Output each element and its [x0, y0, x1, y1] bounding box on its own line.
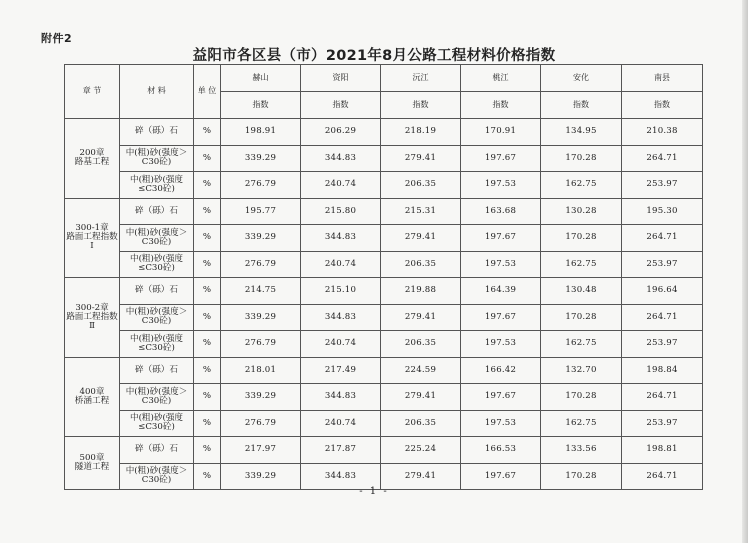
- index-value-cell: 198.84: [622, 357, 703, 384]
- index-value-cell: 339.29: [221, 225, 301, 252]
- header-index: 指数: [622, 92, 703, 119]
- table-row: [65, 384, 703, 411]
- index-value-cell: 206.35: [381, 331, 461, 358]
- index-value-cell: 133.56: [541, 437, 622, 464]
- index-value-cell: 215.31: [381, 198, 461, 225]
- unit-cell: %: [194, 410, 221, 437]
- table-row: [65, 225, 703, 252]
- document-title: 益阳市各区县（市）2021年8月公路工程材料价格指数: [192, 48, 556, 64]
- material-cell: 中(粗)砂(强度＞C30砼): [120, 145, 194, 172]
- unit-cell: %: [194, 225, 221, 252]
- unit-cell: %: [194, 251, 221, 278]
- material-cell: 中(粗)砂(强度≤C30砼): [120, 331, 194, 358]
- chapter-line: Ⅱ: [89, 320, 95, 331]
- index-value-cell: 240.74: [301, 410, 381, 437]
- header-index: 指数: [541, 92, 622, 119]
- chapter-line: 300-2章: [75, 302, 109, 313]
- index-value-cell: 224.59: [381, 357, 461, 384]
- header-region: 赫山: [221, 65, 301, 92]
- index-value-cell: 339.29: [221, 384, 301, 411]
- index-value-cell: 276.79: [221, 410, 301, 437]
- table-row: [65, 251, 703, 278]
- chapter-line: 路面工程指数: [66, 311, 118, 322]
- chapter-line: 路面工程指数: [66, 232, 118, 243]
- index-value-cell: 166.53: [461, 437, 541, 464]
- table-body: [65, 119, 703, 490]
- unit-cell: %: [194, 172, 221, 199]
- index-value-cell: 197.53: [461, 251, 541, 278]
- price-index-table: [64, 64, 703, 490]
- index-value-cell: 276.79: [221, 172, 301, 199]
- chapter-line: 隧道工程: [74, 462, 110, 472]
- index-value-cell: 264.71: [622, 145, 703, 172]
- unit-cell: %: [194, 278, 221, 305]
- index-value-cell: 344.83: [301, 145, 381, 172]
- header-region: 桃江: [461, 65, 541, 92]
- index-value-cell: 279.41: [381, 145, 461, 172]
- chapter-line: Ⅰ: [90, 241, 94, 252]
- index-value-cell: 279.41: [381, 384, 461, 411]
- index-value-cell: 164.39: [461, 278, 541, 305]
- index-value-cell: 197.53: [461, 410, 541, 437]
- index-value-cell: 339.29: [221, 145, 301, 172]
- material-cell: 中(粗)砂(强度＞C30砼): [120, 463, 194, 490]
- index-value-cell: 264.71: [622, 384, 703, 411]
- unit-cell: %: [194, 384, 221, 411]
- table-row: [65, 410, 703, 437]
- index-value-cell: 264.71: [622, 463, 703, 490]
- index-value-cell: 217.97: [221, 437, 301, 464]
- table-row: [65, 278, 703, 305]
- index-value-cell: 162.75: [541, 410, 622, 437]
- table-row: [65, 198, 703, 225]
- header-index: 指数: [381, 92, 461, 119]
- header-region: 南县: [622, 65, 703, 92]
- index-value-cell: 214.75: [221, 278, 301, 305]
- index-value-cell: 279.41: [381, 225, 461, 252]
- index-value-cell: 215.10: [301, 278, 381, 305]
- index-value-cell: 279.41: [381, 304, 461, 331]
- table-row: [65, 304, 703, 331]
- index-value-cell: 339.29: [221, 304, 301, 331]
- header-index: 指数: [301, 92, 381, 119]
- chapter-line: 路基工程: [74, 157, 110, 168]
- attachment-label: 附件2: [41, 32, 73, 45]
- index-value-cell: 276.79: [221, 251, 301, 278]
- index-value-cell: 198.91: [221, 119, 301, 146]
- table-row: [65, 437, 703, 464]
- unit-cell: %: [194, 357, 221, 384]
- chapter-line: 400章: [79, 386, 105, 397]
- index-value-cell: 170.28: [541, 225, 622, 252]
- index-value-cell: 134.95: [541, 119, 622, 146]
- index-value-cell: 253.97: [622, 172, 703, 199]
- index-value-cell: 210.38: [622, 119, 703, 146]
- unit-cell: %: [194, 463, 221, 490]
- unit-cell: %: [194, 145, 221, 172]
- chapter-line: 300-1章: [75, 223, 109, 234]
- index-value-cell: 253.97: [622, 331, 703, 358]
- table-row: [65, 331, 703, 358]
- index-value-cell: 197.67: [461, 384, 541, 411]
- chapter-line: 桥涵工程: [74, 395, 110, 406]
- material-cell: 中(粗)砂(强度＞C30砼): [120, 384, 194, 411]
- index-value-cell: 279.41: [381, 463, 461, 490]
- index-value-cell: 170.28: [541, 304, 622, 331]
- material-cell: 中(粗)砂(强度＞C30砼): [120, 304, 194, 331]
- table-row: [65, 145, 703, 172]
- index-value-cell: 162.75: [541, 331, 622, 358]
- index-value-cell: 162.75: [541, 251, 622, 278]
- index-value-cell: 196.64: [622, 278, 703, 305]
- unit-cell: %: [194, 198, 221, 225]
- material-cell: 碎（砾）石: [120, 437, 194, 464]
- header-region: 资阳: [301, 65, 381, 92]
- index-value-cell: 197.67: [461, 304, 541, 331]
- index-value-cell: 206.35: [381, 251, 461, 278]
- table-row: [65, 357, 703, 384]
- chapter-cell: [65, 278, 120, 358]
- index-value-cell: 218.01: [221, 357, 301, 384]
- index-value-cell: 206.29: [301, 119, 381, 146]
- index-value-cell: 253.97: [622, 410, 703, 437]
- unit-cell: %: [194, 119, 221, 146]
- unit-cell: %: [194, 331, 221, 358]
- header-region: 安化: [541, 65, 622, 92]
- index-value-cell: 166.42: [461, 357, 541, 384]
- index-value-cell: 170.91: [461, 119, 541, 146]
- material-cell: 中(粗)砂(强度≤C30砼): [120, 172, 194, 199]
- index-value-cell: 206.35: [381, 410, 461, 437]
- table-row: [65, 119, 703, 146]
- index-value-cell: 240.74: [301, 331, 381, 358]
- chapter-line: 200章: [79, 148, 105, 159]
- material-cell: 中(粗)砂(强度≤C30砼): [120, 410, 194, 437]
- header-region: 沅江: [381, 65, 461, 92]
- header-unit: 单 位: [194, 65, 221, 119]
- header-index: 指数: [221, 92, 301, 119]
- index-value-cell: 225.24: [381, 437, 461, 464]
- header-chapter: 章 节: [65, 65, 120, 119]
- index-value-cell: 240.74: [301, 172, 381, 199]
- index-value-cell: 162.75: [541, 172, 622, 199]
- index-value-cell: 195.30: [622, 198, 703, 225]
- index-value-cell: 264.71: [622, 304, 703, 331]
- index-value-cell: 344.83: [301, 304, 381, 331]
- chapter-cell: [65, 437, 120, 490]
- index-value-cell: 170.28: [541, 384, 622, 411]
- index-value-cell: 219.88: [381, 278, 461, 305]
- index-value-cell: 197.53: [461, 331, 541, 358]
- material-cell: 中(粗)砂(强度≤C30砼): [120, 251, 194, 278]
- index-value-cell: 217.87: [301, 437, 381, 464]
- index-value-cell: 240.74: [301, 251, 381, 278]
- index-value-cell: 264.71: [622, 225, 703, 252]
- index-value-cell: 253.97: [622, 251, 703, 278]
- page-edge: [742, 0, 748, 543]
- material-cell: 中(粗)砂(强度＞C30砼): [120, 225, 194, 252]
- index-value-cell: 130.28: [541, 198, 622, 225]
- index-value-cell: 197.67: [461, 145, 541, 172]
- index-value-cell: 198.81: [622, 437, 703, 464]
- index-value-cell: 215.80: [301, 198, 381, 225]
- chapter-cell: [65, 198, 120, 278]
- index-value-cell: 197.53: [461, 172, 541, 199]
- index-value-cell: 170.28: [541, 145, 622, 172]
- index-value-cell: 344.83: [301, 225, 381, 252]
- unit-cell: %: [194, 437, 221, 464]
- index-value-cell: 218.19: [381, 119, 461, 146]
- material-cell: 碎（砾）石: [120, 119, 194, 146]
- index-value-cell: 206.35: [381, 172, 461, 199]
- table-header: [65, 65, 703, 119]
- index-value-cell: 197.67: [461, 463, 541, 490]
- material-cell: 碎（砾）石: [120, 198, 194, 225]
- material-cell: 碎（砾）石: [120, 278, 194, 305]
- chapter-cell: [65, 119, 120, 199]
- chapter-line: 500章: [79, 452, 105, 463]
- index-value-cell: 163.68: [461, 198, 541, 225]
- index-value-cell: 170.28: [541, 463, 622, 490]
- material-cell: 碎（砾）石: [120, 357, 194, 384]
- index-value-cell: 132.70: [541, 357, 622, 384]
- index-value-cell: 344.83: [301, 384, 381, 411]
- index-value-cell: 339.29: [221, 463, 301, 490]
- index-value-cell: 195.77: [221, 198, 301, 225]
- page-number: - 1 -: [359, 486, 389, 497]
- index-value-cell: 344.83: [301, 463, 381, 490]
- index-value-cell: 276.79: [221, 331, 301, 358]
- header-index: 指数: [461, 92, 541, 119]
- index-value-cell: 197.67: [461, 225, 541, 252]
- chapter-cell: [65, 357, 120, 437]
- table-row: [65, 172, 703, 199]
- index-value-cell: 217.49: [301, 357, 381, 384]
- header-material: 材 料: [120, 65, 194, 119]
- index-value-cell: 130.48: [541, 278, 622, 305]
- unit-cell: %: [194, 304, 221, 331]
